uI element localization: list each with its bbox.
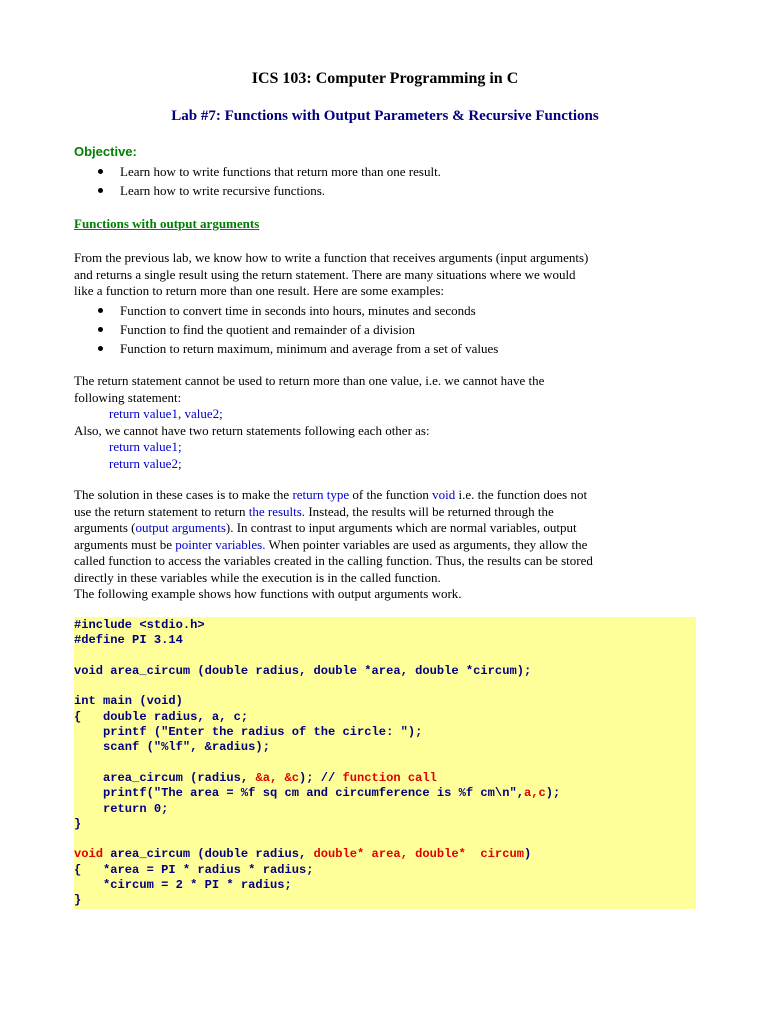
code-line: printf("The area = %f sq cm and circumference is %f cm\n",a,c); <box>74 786 561 801</box>
solution-paragraph: The solution in these cases is to make the return type of the function void i.e. the function does not use the return statement to return the results. Instead, the results will be returned through the arguments (output arguments). In contrast to input arguments which are normal variables, output arguments must be pointer variables. When pointer variables are used as arguments, they allow the called function to access the variables created in the calling function. Thus, the results can be stored directly in these variables while the execution is in the called function. The following example shows how functions with output arguments work. <box>74 487 593 601</box>
intro-paragraph: From the previous lab, we know how to write a function that receives arguments (input arguments) and returns a single result using the return statement. There are many situations where we would like a function to return more than one result. Here are some examples: <box>74 250 589 298</box>
code-line: } <box>74 893 82 908</box>
examples-list <box>74 301 498 358</box>
code-line: area_circum (radius, &a, &c); // function call <box>74 770 437 785</box>
code-line: int main (void) <box>74 694 183 709</box>
code-example-block <box>74 617 696 909</box>
objective-heading: Objective: <box>74 144 137 159</box>
inline-code: return value2; <box>109 455 182 471</box>
return-paragraph: The return statement cannot be used to return more than one value, i.e. we cannot have the following statement: return value1, value2; Also, we cannot have two return statements following each other as: return value1; return value2; <box>74 373 696 472</box>
inline-code: return value1; <box>109 439 182 454</box>
code-line: { double radius, a, c; <box>74 709 249 724</box>
code-line: #define PI 3.14 <box>74 633 183 648</box>
list-item: Learn how to write functions that return more than one result. <box>74 162 441 181</box>
code-line <box>74 832 696 847</box>
code-line: } <box>74 816 82 831</box>
inline-code: return value1, value2; <box>109 406 223 421</box>
bullet-icon <box>98 327 103 332</box>
code-line: scanf ("%lf", &radius); <box>74 740 270 755</box>
bullet-icon <box>98 308 103 313</box>
code-line <box>74 756 696 771</box>
list-item: Function to convert time in seconds into hours, minutes and seconds <box>74 301 498 320</box>
section-heading: Functions with output arguments <box>74 216 260 231</box>
list-item: Learn how to write recursive functions. <box>74 181 441 200</box>
code-line: #include <stdio.h> <box>74 618 205 632</box>
list-item: Function to return maximum, minimum and average from a set of values <box>74 339 498 358</box>
code-line: { *area = PI * radius * radius; <box>74 862 314 877</box>
code-line: printf ("Enter the radius of the circle: "); <box>74 725 423 740</box>
code-line: void area_circum (double radius, double* area, double* circum) <box>74 847 532 862</box>
code-line: void area_circum (double radius, double *area, double *circum); <box>74 663 532 678</box>
bullet-icon <box>98 169 103 174</box>
bullet-icon <box>98 346 103 351</box>
lab-subtitle: Lab #7: Functions with Output Parameters & Recursive Functions <box>171 108 599 124</box>
list-item: Function to find the quotient and remainder of a division <box>74 320 498 339</box>
bullet-icon <box>98 188 103 193</box>
code-line <box>74 679 696 694</box>
objective-list <box>74 162 441 200</box>
document-title: ICS 103: Computer Programming in C <box>251 70 519 87</box>
code-line: *circum = 2 * PI * radius; <box>74 878 292 893</box>
code-line <box>74 649 696 664</box>
code-line: return 0; <box>74 801 169 816</box>
